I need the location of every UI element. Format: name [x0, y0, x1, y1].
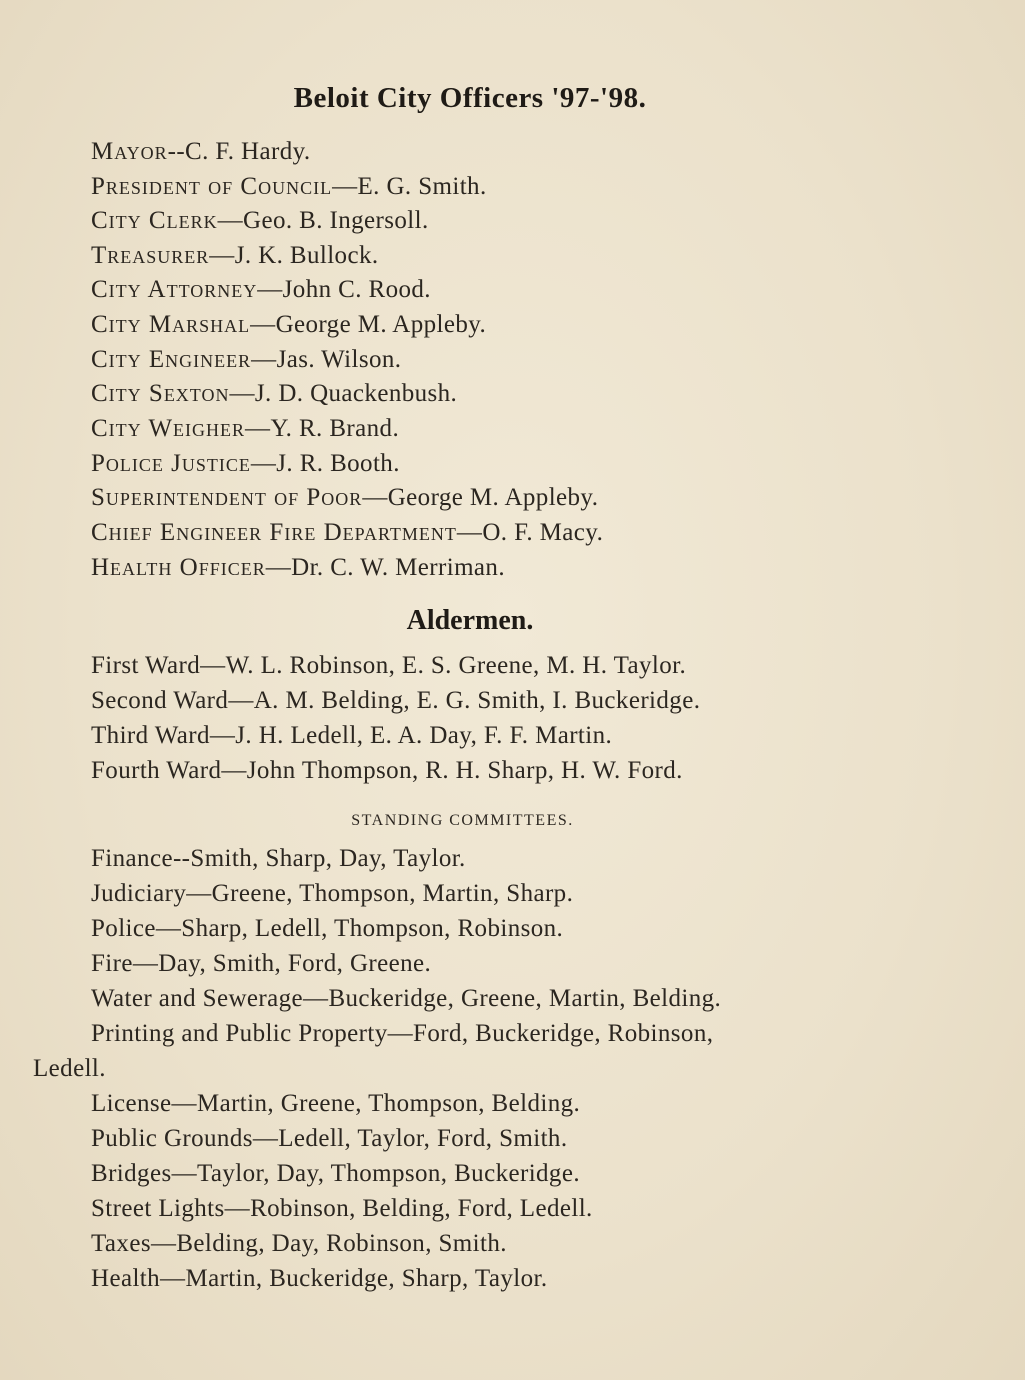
- office-title: City Clerk: [91, 207, 218, 234]
- separator: —: [251, 346, 277, 373]
- page-title: Beloit City Officers '97-'98.: [293, 82, 647, 114]
- committee-name: Water and Sewerage: [91, 985, 304, 1012]
- separator: —: [303, 985, 329, 1012]
- officer-name: E. G. Smith.: [357, 173, 487, 200]
- office-title: Superintendent of Poor: [91, 484, 363, 511]
- separator: --: [172, 845, 191, 872]
- committee-line-police: [91, 914, 563, 944]
- officer-name: Jas. Wilson.: [276, 346, 402, 373]
- officer-name: Dr. C. W. Merriman.: [291, 554, 505, 581]
- officer-line-city-clerk: [91, 206, 429, 236]
- separator: —: [221, 757, 247, 784]
- committee-line-fire: [91, 949, 431, 979]
- officer-line-city-weigher: [91, 414, 399, 444]
- committee-name: Fire: [91, 950, 133, 977]
- office-title: Chief Engineer Fire Department: [91, 519, 457, 546]
- officer-line-city-engineer: [91, 345, 401, 375]
- committee-name: Judiciary: [91, 880, 187, 907]
- office-title: City Engineer: [91, 346, 252, 373]
- separator: —: [209, 242, 235, 269]
- officer-name: Geo. B. Ingersoll.: [243, 207, 429, 234]
- aldermen-heading: Aldermen.: [406, 605, 534, 636]
- ward-members: John Thompson, R. H. Sharp, H. W. Ford.: [246, 757, 683, 784]
- office-title: City Weigher: [91, 415, 246, 442]
- ward-members: W. L. Robinson, E. S. Greene, M. H. Taylor.: [225, 652, 687, 679]
- committee-name: Police: [91, 915, 156, 942]
- committee-line-judiciary: [91, 879, 573, 909]
- separator: —: [224, 1195, 251, 1222]
- ward-members: J. H. Ledell, E. A. Day, F. F. Martin.: [235, 722, 613, 749]
- separator: —: [200, 652, 226, 679]
- committee-members: Sharp, Ledell, Thompson, Robinson.: [181, 915, 564, 942]
- committee-name: Public Grounds: [91, 1125, 253, 1152]
- committee-line-finance: [91, 844, 466, 874]
- committee-line-health: [91, 1264, 547, 1294]
- separator: —: [257, 276, 283, 303]
- officer-line-city-sexton: [91, 379, 457, 409]
- officer-name: C. F. Hardy.: [185, 138, 311, 165]
- committee-name: Street Lights: [91, 1195, 225, 1222]
- committee-line-water-and-sewerage: [91, 984, 721, 1014]
- committees-heading: STANDING COMMITTEES.: [351, 812, 574, 829]
- committee-name: Health: [91, 1265, 161, 1292]
- separator: —: [171, 1090, 197, 1117]
- office-title: Mayor: [91, 138, 168, 165]
- separator: —: [250, 311, 276, 338]
- officer-name: George M. Appleby.: [387, 484, 599, 511]
- committee-line-printing-and-public-property: [91, 1019, 713, 1049]
- committee-members: Belding, Day, Robinson, Smith.: [176, 1230, 507, 1257]
- committee-members: Buckeridge, Greene, Martin, Belding.: [328, 985, 722, 1012]
- separator: —: [250, 450, 277, 477]
- separator: —: [132, 950, 159, 977]
- committee-members: Smith, Sharp, Day, Taylor.: [190, 845, 466, 872]
- ward-line-first: [91, 651, 686, 681]
- committee-members: Taylor, Day, Thompson, Buckeridge.: [196, 1160, 580, 1187]
- committee-members: Ford, Buckeridge, Robinson,: [413, 1020, 714, 1047]
- ward-name: Third Ward: [91, 722, 210, 749]
- ward-members: A. M. Belding, E. G. Smith, I. Buckeridge.: [253, 687, 701, 714]
- separator: —: [209, 722, 236, 749]
- separator: —: [252, 1125, 279, 1152]
- officer-name: J. R. Booth.: [276, 450, 400, 477]
- committee-members: Greene, Thompson, Martin, Sharp.: [211, 880, 574, 907]
- committee-name: Bridges: [91, 1160, 172, 1187]
- officer-name: O. F. Macy.: [482, 519, 604, 546]
- committee-name: Taxes: [91, 1230, 151, 1257]
- committee-line-license: [91, 1089, 580, 1119]
- separator: —: [387, 1020, 414, 1047]
- officer-name: J. D. Quackenbush.: [254, 380, 458, 407]
- ward-line-second: [91, 686, 700, 716]
- committee-name: License: [91, 1090, 172, 1117]
- committee-members: Robinson, Belding, Ford, Ledell.: [250, 1195, 593, 1222]
- committee-members: Day, Smith, Ford, Greene.: [158, 950, 432, 977]
- ward-line-third: [91, 721, 612, 751]
- officer-name: J. K. Bullock.: [234, 242, 379, 269]
- officer-line-health-officer: [91, 553, 505, 583]
- separator: —: [265, 554, 292, 581]
- separator: —: [228, 687, 254, 714]
- office-title: Treasurer: [91, 242, 210, 269]
- committee-members: Martin, Greene, Thompson, Belding.: [196, 1090, 581, 1117]
- officer-name: Y. R. Brand.: [270, 415, 400, 442]
- separator: —: [186, 880, 212, 907]
- office-title: Police Justice: [91, 450, 251, 477]
- separator: —: [171, 1160, 197, 1187]
- separator: —: [362, 484, 388, 511]
- separator: —: [229, 380, 255, 407]
- committee-line-public-grounds: [91, 1124, 567, 1154]
- office-title: President of Council: [91, 173, 333, 200]
- committee-name: Printing and Public Property: [91, 1020, 388, 1047]
- separator: —: [155, 915, 182, 942]
- officer-line-president-of-council: [91, 172, 487, 202]
- committee-name: Finance: [91, 845, 173, 872]
- committee-line-taxes: [91, 1229, 507, 1259]
- ward-name: Fourth Ward: [91, 757, 222, 784]
- officer-name: John C. Rood.: [282, 276, 431, 303]
- officer-line-treasurer: [91, 241, 379, 271]
- separator: —: [456, 519, 483, 546]
- officer-line-city-marshal: [91, 310, 486, 340]
- committee-continuation-line: Ledell.: [33, 1055, 106, 1082]
- committee-line-street-lights: [91, 1194, 593, 1224]
- ward-name: Second Ward: [91, 687, 229, 714]
- officer-name: George M. Appleby.: [275, 311, 487, 338]
- committee-line-bridges: [91, 1159, 580, 1189]
- office-title: Health Officer: [91, 554, 266, 581]
- officer-line-police-justice: [91, 449, 400, 479]
- separator: —: [245, 415, 271, 442]
- separator: —: [160, 1265, 186, 1292]
- officer-line-city-attorney: [91, 275, 431, 305]
- office-title: City Sexton: [91, 380, 230, 407]
- officer-line-superintendent-of-poor: [91, 483, 598, 513]
- separator: —: [217, 207, 243, 234]
- separator: —: [332, 173, 358, 200]
- office-title: City Attorney: [91, 276, 258, 303]
- committee-members: Martin, Buckeridge, Sharp, Taylor.: [185, 1265, 548, 1292]
- ward-name: First Ward: [91, 652, 201, 679]
- officer-line-chief-engineer-fire-department: [91, 518, 603, 548]
- separator: —: [150, 1230, 177, 1257]
- committee-members: Ledell, Taylor, Ford, Smith.: [278, 1125, 568, 1152]
- separator: --: [167, 138, 186, 165]
- ward-line-fourth: [91, 756, 683, 786]
- officer-line-mayor: [91, 137, 311, 167]
- office-title: City Marshal: [91, 311, 251, 338]
